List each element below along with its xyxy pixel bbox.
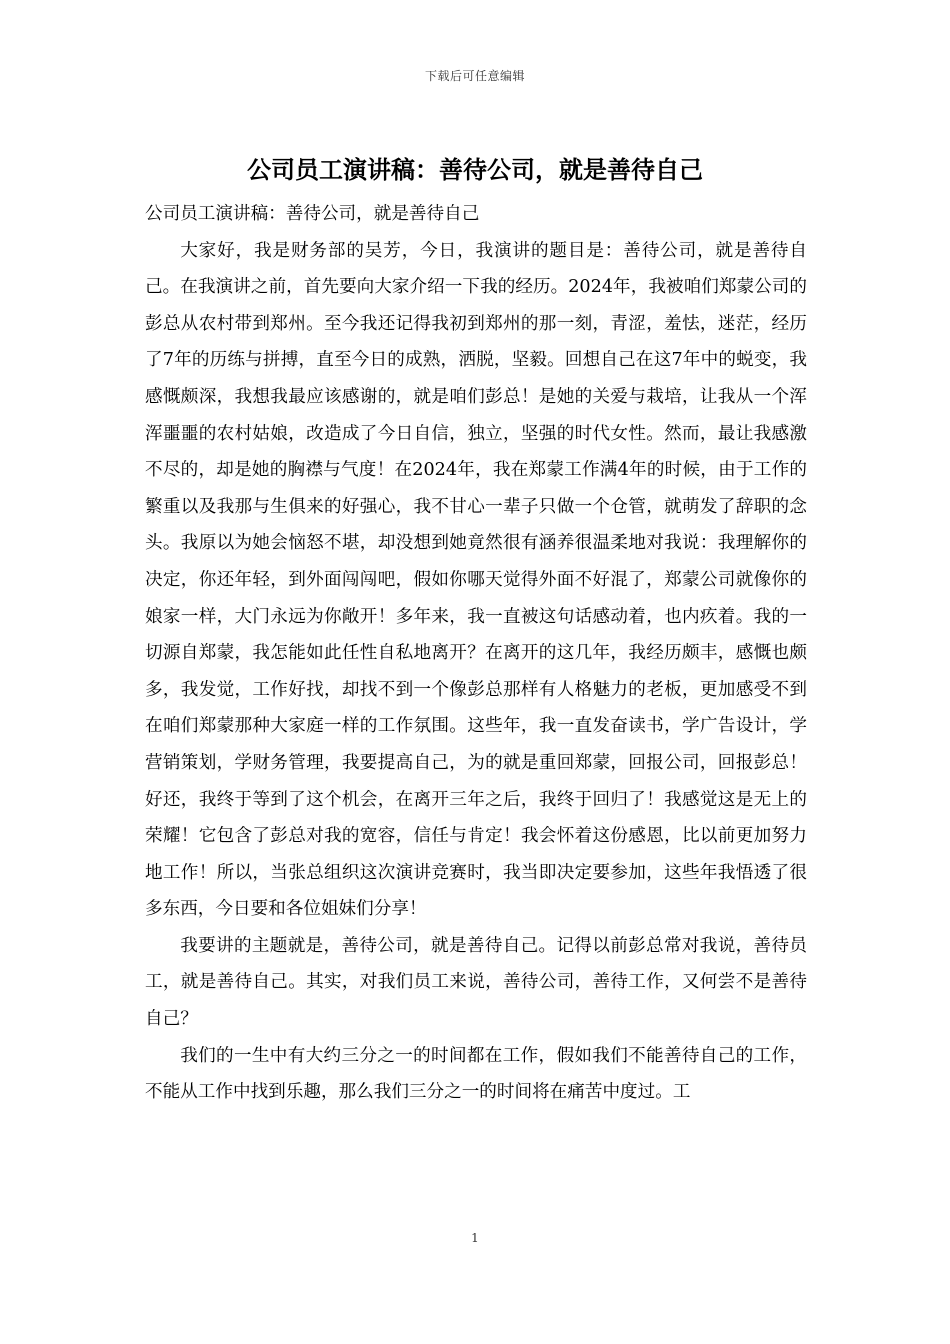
page-number: 1 [471, 1231, 479, 1245]
paragraph-1: 大家好，我是财务部的吴芳，今日，我演讲的题目是：善待公司，就是善待自己。在我演讲之前，首先要向大家介绍一下我的经历。2024年，我被咱们郑蒙公司的彭总从农村带到郑州。至今我还记得我初到郑州的那一刻，青涩，羞怯，迷茫，经历了7年的历练与拼搏，直至今日的成熟，洒脱，坚毅。回想自己在这7年中的蜕变，我感慨颇深，我想我最应该感谢的，就是咱们彭总！是她的关爱与栽培，让我从一个浑浑噩噩的农村姑娘，改造成了今日自信，独立，坚强的时代女性。然而，最让我感激不尽的，却是她的胸襟与气度！在2024年，我在郑蒙工作满4年的时候，由于工作的繁重以及我那与生俱来的好强心，我不甘心一辈子只做一个仓管，就萌发了辞职的念头。我原以为她会恼怒不堪，却没想到她竟然很有涵养很温柔地对我说：我理解你的决定，你还年轻，到外面闯闯吧，假如你哪天觉得外面不好混了，郑蒙公司就像你的娘家一样，大门永远为你敞开！多年来，我一直被这句话感动着，也内疚着。我的一切源自郑蒙，我怎能如此任性自私地离开？在离开的这几年，我经历颇丰，感慨也颇多，我发觉，工作好找，却找不到一个像彭总那样有人格魅力的老板，更加感受不到在咱们郑蒙那种大家庭一样的工作氛围。这些年，我一直发奋读书，学广告设计，学营销策划，学财务管理，我要提高自己，为的就是重回郑蒙，回报公司，回报彭总！好还，我终于等到了这个机会，在离开三年之后，我终于回归了！我感觉这是无上的荣耀！它包含了彭总对我的宽容，信任与肯定！我会怀着这份感恩，比以前更加努力地工作！所以，当张总组织这次演讲竞赛时，我当即决定要参加，这些年我悟透了很多东西，今日要和各位姐妹们分享！ [145, 240, 807, 920]
paragraph-3: 我们的一生中有大约三分之一的时间都在工作，假如我们不能善待自己的工作，不能从工作中找到乐趣，那么我们三分之一的时间将在痛苦中度过。工 [145, 1045, 807, 1103]
paragraph-2: 我要讲的主题就是，善待公司，就是善待自己。记得以前彭总常对我说，善待员工，就是善待自己。其实，对我们员工来说，善待公司，善待工作，又何尝不是善待自己？ [145, 935, 807, 1030]
document-body [145, 196, 807, 1111]
subtitle-line: 公司员工演讲稿：善待公司，就是善待自己 [145, 204, 480, 224]
document-title: 公司员工演讲稿：善待公司，就是善待自己 [247, 156, 703, 184]
header-note: 下载后可任意编辑 [424, 69, 525, 83]
